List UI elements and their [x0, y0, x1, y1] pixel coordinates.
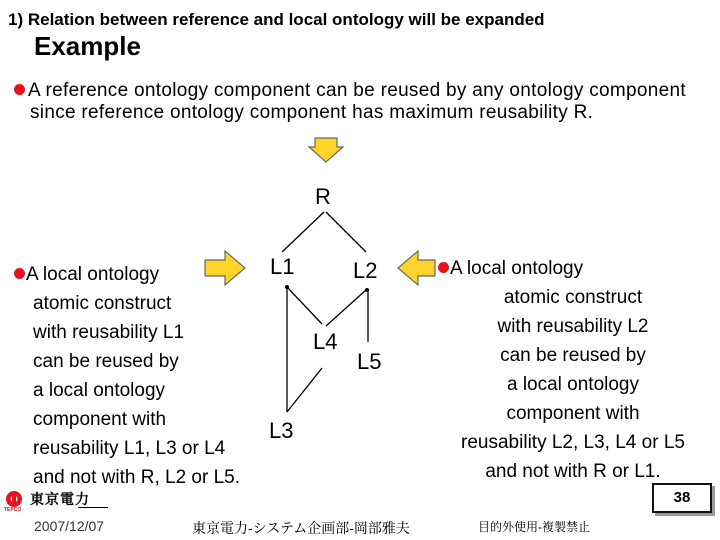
footer-confidential: 目的外使用-複製禁止 [478, 520, 590, 534]
page-number: 38 [652, 483, 712, 513]
edge-r-l1 [282, 212, 324, 252]
diagram-node-dots [285, 285, 369, 292]
edge-l2-l4 [326, 290, 366, 326]
node-l2: L2 [353, 258, 378, 283]
right-bullet-line: can be reused by [500, 345, 646, 366]
slide-subheading: Example [34, 31, 141, 61]
edge-l1-l4 [287, 287, 322, 324]
company-logo [2, 490, 122, 514]
right-bullet-line: atomic construct [503, 287, 643, 308]
left-bullet-line: can be reused by [33, 351, 179, 372]
node-l1: L1 [270, 254, 295, 279]
left-bullet-line: a local ontology [33, 380, 166, 401]
left-bullet-line: component with [33, 409, 167, 430]
left-bullet-line: atomic construct [33, 293, 172, 314]
left-bullet-line: and not with R, L2 or L5. [33, 467, 241, 488]
node-l5: L5 [357, 349, 382, 374]
main-bullet-line2: since reference ontology component has maximum reusability R. [30, 102, 594, 123]
footer-date: 2007/12/07 [34, 518, 105, 534]
diagram-edges [282, 212, 368, 412]
left-bullet-text: A local ontology [26, 264, 160, 285]
right-bullet-line: and not with R or L1. [485, 461, 661, 482]
left-bullet-line: with reusability L1 [33, 322, 185, 343]
footer-department: 東京電力-システム企画部-岡部雅夫 [192, 520, 410, 536]
slide-heading: 1) Relation between reference and local ontology will be expanded [8, 10, 545, 29]
node-l3: L3 [269, 418, 294, 443]
node-dot [285, 285, 289, 289]
right-bullet-line: component with [506, 403, 640, 424]
left-bullet-line [14, 264, 159, 285]
main-bullet-line1: A reference ontology component can be reused by any ontology component [28, 80, 686, 101]
node-l4: L4 [313, 329, 338, 354]
right-bullet-text: A local ontology [450, 258, 584, 279]
right-bullet [438, 254, 720, 486]
footer-rule [78, 507, 108, 508]
logo-sub: TEPCO [4, 507, 22, 513]
left-bullet-line: reusability L1, L3 or L4 [33, 438, 226, 459]
left-arrow-icon [398, 251, 435, 285]
node-dot [365, 288, 369, 292]
right-bullet-line: a local ontology [506, 374, 640, 395]
edge-l3-l4 [287, 368, 322, 412]
left-bullet [14, 260, 240, 492]
right-bullet-line: reusability L2, L3, L4 or L5 [461, 432, 685, 453]
bullet-dot-icon [438, 262, 449, 273]
edge-r-l2 [326, 212, 366, 252]
right-bullet-line: with reusability L2 [497, 316, 649, 337]
down-arrow-icon [309, 138, 343, 162]
logo-text: 東京電力 [30, 491, 90, 507]
right-bullet-line [438, 254, 720, 283]
bullet-dot-icon [14, 268, 25, 279]
node-r: R [315, 184, 331, 209]
